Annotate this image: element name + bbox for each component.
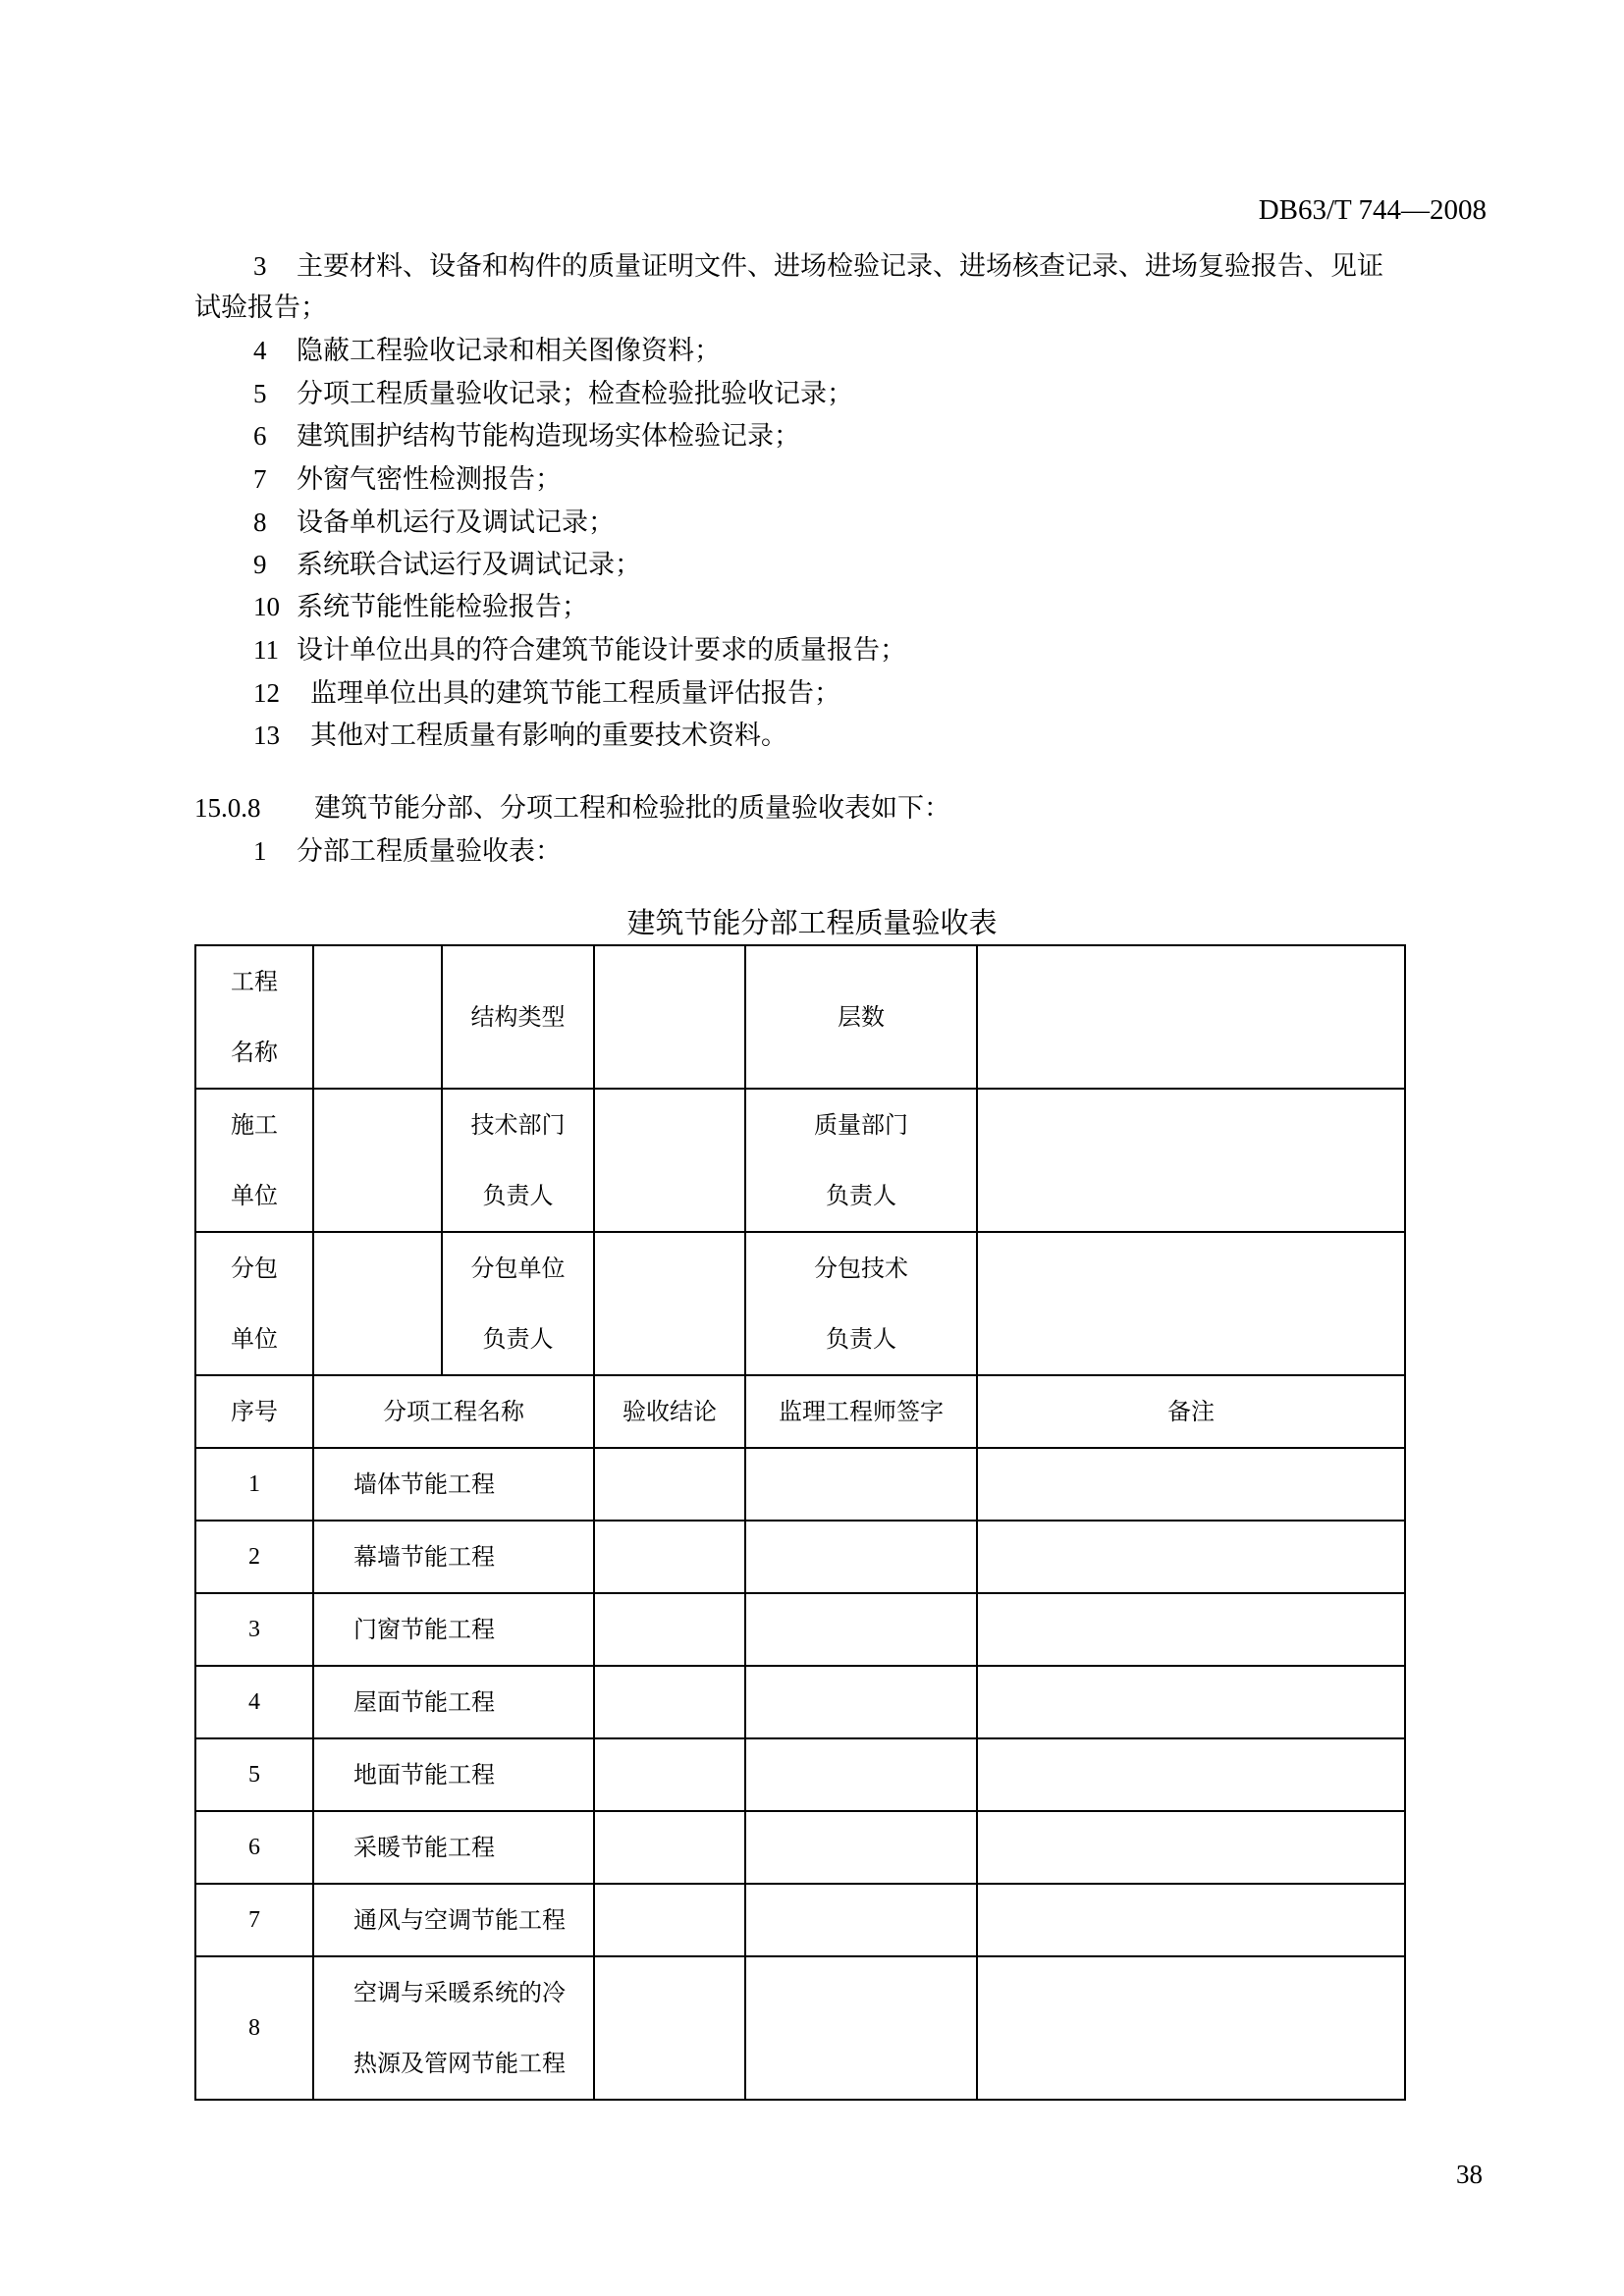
list-item-number: 5 [253, 379, 267, 408]
table-cell [594, 1738, 745, 1811]
sub-clause-text: 分部工程质量验收表： [297, 836, 562, 867]
row-name: 通风与空调节能工程 [313, 1884, 594, 1956]
row-number: 4 [195, 1666, 313, 1738]
table-cell [977, 1956, 1405, 2100]
row-name: 空调与采暖系统的冷 热源及管网节能工程 [313, 1956, 594, 2100]
list-item-text: 建筑围护结构节能构造现场实体检验记录； [297, 421, 800, 452]
row-name: 地面节能工程 [313, 1738, 594, 1811]
table-cell [594, 1593, 745, 1666]
table-cell: 结构类型 [442, 945, 594, 1089]
row-number: 7 [195, 1884, 313, 1956]
table-row [195, 1666, 1405, 1738]
list-item-number: 4 [253, 336, 267, 365]
table-cell [745, 1521, 977, 1593]
clause-text: 建筑节能分部、分项工程和检验批的质量验收表如下： [314, 793, 950, 824]
list-item [253, 506, 615, 540]
list-item [253, 419, 800, 454]
row-number: 2 [195, 1521, 313, 1593]
table-row [195, 1593, 1405, 1666]
table-cell [594, 1666, 745, 1738]
list-item-text: 设备单机运行及调试记录； [297, 507, 615, 538]
header-cell: 验收结论 [594, 1375, 745, 1448]
row-number: 5 [195, 1738, 313, 1811]
list-item-number: 12 [253, 678, 280, 708]
table-cell [977, 1666, 1405, 1738]
header-cell: 备注 [977, 1375, 1405, 1448]
row-name: 门窗节能工程 [313, 1593, 594, 1666]
table-cell: 技术部门 负责人 [442, 1089, 594, 1232]
list-item [253, 377, 853, 411]
table-cell [977, 945, 1405, 1089]
clause-heading [194, 791, 950, 826]
table-cell [313, 945, 442, 1089]
table-cell [977, 1089, 1405, 1232]
page-number: 38 [1456, 2160, 1483, 2189]
list-item-continuation: 试验报告； [194, 293, 327, 323]
table-row [195, 1811, 1405, 1884]
table-cell: 分包 单位 [195, 1232, 313, 1375]
table-cell [977, 1448, 1405, 1521]
clause-number: 15.0.8 [194, 793, 261, 823]
row-number: 3 [195, 1593, 313, 1666]
list-item [253, 676, 840, 711]
table-cell [977, 1738, 1405, 1811]
table-cell: 质量部门 负责人 [745, 1089, 977, 1232]
list-item-text: 分项工程质量验收记录；检查检验批验收记录； [297, 379, 853, 409]
row-name: 幕墙节能工程 [313, 1521, 594, 1593]
table-cell [594, 945, 745, 1089]
list-item [253, 548, 641, 582]
list-item-number: 3 [253, 251, 267, 281]
table-cell [977, 1811, 1405, 1884]
table-cell [313, 1232, 442, 1375]
header-cell: 监理工程师签字 [745, 1375, 977, 1448]
table-cell [745, 1666, 977, 1738]
table-cell: 层数 [745, 945, 977, 1089]
list-item-number: 11 [253, 635, 279, 665]
row-name: 屋面节能工程 [313, 1666, 594, 1738]
list-item [253, 719, 787, 753]
table-cell [745, 1593, 977, 1666]
row-name: 墙体节能工程 [313, 1448, 594, 1521]
list-item-text: 监理单位出具的建筑节能工程质量评估报告； [310, 678, 840, 709]
table-cell: 分包单位 负责人 [442, 1232, 594, 1375]
info-row [195, 945, 1405, 1089]
table-row [195, 1521, 1405, 1593]
table-cell: 施工 单位 [195, 1089, 313, 1232]
list-item-number: 6 [253, 421, 267, 451]
list-item-text: 系统联合试运行及调试记录； [297, 550, 641, 580]
table-cell [313, 1089, 442, 1232]
row-number: 6 [195, 1811, 313, 1884]
table-row [195, 1956, 1405, 2100]
document-code: DB63/T 744—2008 [1258, 194, 1487, 226]
list-item [253, 633, 906, 667]
list-item-number: 9 [253, 550, 267, 579]
info-row [195, 1089, 1405, 1232]
table-cell [594, 1232, 745, 1375]
list-item-text: 隐蔽工程验收记录和相关图像资料； [297, 336, 721, 366]
table-row [195, 1884, 1405, 1956]
sub-clause [253, 834, 562, 869]
list-item [253, 334, 721, 368]
info-row [195, 1232, 1405, 1375]
row-number: 8 [195, 1956, 313, 2100]
table-cell [594, 1956, 745, 2100]
table-cell [594, 1521, 745, 1593]
list-item-number: 13 [253, 721, 280, 750]
table-cell [977, 1593, 1405, 1666]
table-cell [977, 1521, 1405, 1593]
list-item-text: 主要材料、设备和构件的质量证明文件、进场检验记录、进场核查记录、进场复验报告、见证 [297, 251, 1383, 282]
list-item [253, 249, 1383, 284]
table-cell [977, 1232, 1405, 1375]
table-row [195, 1448, 1405, 1521]
row-name: 采暖节能工程 [313, 1811, 594, 1884]
table-cell [745, 1956, 977, 2100]
acceptance-table [194, 944, 1406, 2101]
header-cell: 分项工程名称 [313, 1375, 594, 1448]
list-item-number: 7 [253, 464, 267, 494]
list-item-text: 外窗气密性检测报告； [297, 464, 562, 495]
table-cell [594, 1089, 745, 1232]
table-caption: 建筑节能分部工程质量验收表 [626, 906, 998, 939]
header-cell: 序号 [195, 1375, 313, 1448]
table-cell [977, 1884, 1405, 1956]
table-cell [594, 1811, 745, 1884]
list-item-number: 10 [253, 592, 280, 621]
table-cell [745, 1811, 977, 1884]
table-cell [745, 1884, 977, 1956]
table-cell: 分包技术 负责人 [745, 1232, 977, 1375]
list-item-number: 8 [253, 507, 267, 537]
sub-clause-number: 1 [253, 836, 267, 866]
list-item-text: 其他对工程质量有影响的重要技术资料。 [310, 721, 787, 751]
table-cell [745, 1448, 977, 1521]
table-row [195, 1738, 1405, 1811]
list-item [253, 462, 562, 497]
list-item-text: 系统节能性能检验报告； [297, 592, 588, 622]
table-cell [594, 1884, 745, 1956]
table-header-row [195, 1375, 1405, 1448]
table-cell [745, 1738, 977, 1811]
row-number: 1 [195, 1448, 313, 1521]
list-item [253, 590, 588, 624]
table-cell: 工程 名称 [195, 945, 313, 1089]
list-item-text: 设计单位出具的符合建筑节能设计要求的质量报告； [297, 635, 906, 666]
table-cell [594, 1448, 745, 1521]
